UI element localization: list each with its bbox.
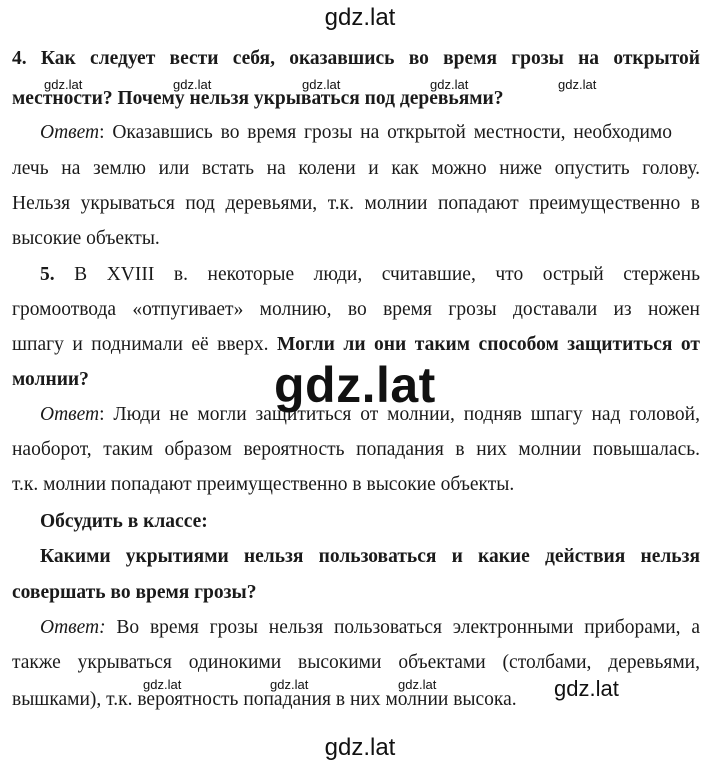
q5-question-text-1: Могли ли они таким способом защититься от bbox=[276, 334, 700, 355]
q5-question-line-2: молнии? bbox=[12, 369, 89, 390]
discuss-question-line-1: Какими укрытиями нельзя пользоваться и какие действия нельзя bbox=[40, 546, 700, 567]
q4-answer-line-1 bbox=[12, 122, 672, 144]
q4-answer-label: Ответ bbox=[40, 122, 100, 143]
q4-answer-text-1: : Оказавшись во время грозы на открытой местности, необходимо bbox=[99, 122, 672, 143]
watermark-small: gdz.lat bbox=[558, 77, 597, 92]
q4-question-line-1 bbox=[12, 48, 700, 70]
q5-line-1 bbox=[40, 264, 700, 286]
discuss-answer-text-1: Во время грозы нельзя пользоваться электронными приборами, а bbox=[105, 617, 700, 638]
q4-question-line-2: местности? Почему нельзя укрываться под деревьями? bbox=[12, 88, 504, 109]
q5-answer-line-2: наоборот, таким образом вероятность попадания в них молнии повышалась. bbox=[12, 439, 700, 460]
watermark-small: gdz.lat bbox=[173, 77, 212, 92]
watermark-small: gdz.lat bbox=[143, 677, 182, 692]
discuss-answer-line-2: также укрываться одинокими высокими объектами (столбами, деревьями, bbox=[12, 652, 700, 673]
q4-question-text-1: Как следует вести себя, оказавшись во время грозы на открытой bbox=[40, 48, 701, 69]
discuss-answer-line-1 bbox=[40, 617, 700, 639]
watermark-right: gdz.lat bbox=[554, 676, 619, 701]
q5-answer-line-3: т.к. молнии попадают преимущественно в высокие объекты. bbox=[12, 474, 515, 495]
q5-answer-text-1: : Люди не могли защититься от молнии, подняв шпагу над головой, bbox=[99, 404, 700, 425]
q4-answer-line-2: лечь на землю или встать на колени и как можно ниже опустить голову. bbox=[12, 158, 700, 179]
q5-text-1: В XVIII в. некоторые люди, считавшие, что острый стержень bbox=[54, 264, 700, 285]
q5-line-3 bbox=[12, 334, 700, 356]
q4-number: 4. bbox=[12, 48, 27, 69]
watermark-bottom: gdz.lat bbox=[324, 734, 396, 761]
watermark-small: gdz.lat bbox=[44, 77, 83, 92]
watermark-small: gdz.lat bbox=[430, 77, 469, 92]
q4-answer-line-3: Нельзя укрываться под деревьями, т.к. молнии попадают преимущественно в bbox=[12, 193, 700, 214]
q4-answer-line-4: высокие объекты. bbox=[12, 228, 160, 249]
watermark-small: gdz.lat bbox=[398, 677, 437, 692]
q5-text-3: шпагу и поднимали её вверх. bbox=[12, 334, 277, 355]
discuss-answer-line-3: вышками), т.к. вероятность попадания в них молнии высока. bbox=[12, 689, 517, 710]
discuss-question-line-2: совершать во время грозы? bbox=[12, 582, 257, 603]
discuss-answer-label: Ответ: bbox=[40, 617, 106, 638]
watermark-small: gdz.lat bbox=[302, 77, 341, 92]
q5-line-2: громоотвода «отпугивает» молнию, во время грозы доставали из ножен bbox=[12, 299, 700, 320]
q5-number: 5. bbox=[40, 264, 55, 285]
watermark-big: gdz.lat bbox=[274, 357, 436, 413]
watermark-top: gdz.lat bbox=[324, 4, 396, 31]
q5-answer-label: Ответ bbox=[40, 404, 100, 425]
watermark-small: gdz.lat bbox=[270, 677, 309, 692]
discuss-heading: Обсудить в классе: bbox=[40, 511, 208, 532]
